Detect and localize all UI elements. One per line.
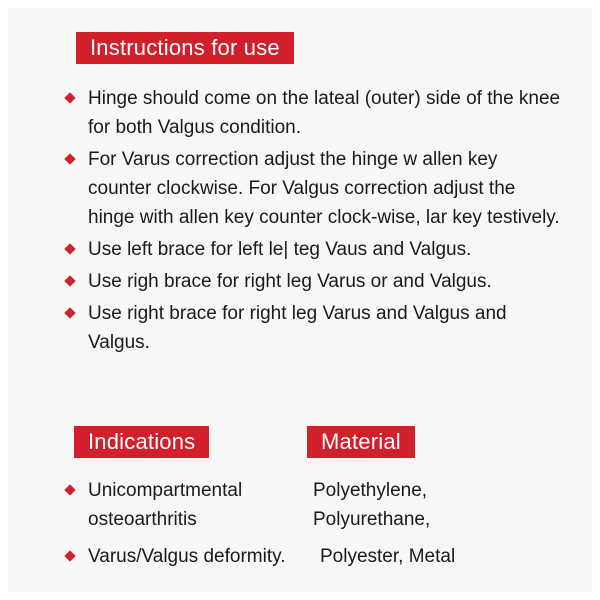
instruction-sheet [8, 8, 592, 592]
instruction-text: For Varus correction adjust the hinge w allen key counter clockwise. For Valgus correction adjust the hinge with allen key counter clock-wise, lar key testively. [88, 149, 560, 228]
indications-list-2 [62, 542, 322, 571]
instruction-text: Hinge should come on the lateal (outer) side of the knee for both Valgus condition. [88, 88, 561, 138]
instruction-text: Use left brace for left le| teg Vaus and Valgus. [88, 239, 472, 260]
material-line: Polyethylene, [313, 480, 428, 501]
instruction-item [62, 84, 562, 142]
diamond-bullet-icon [64, 153, 75, 164]
instructions-header: Instructions for use [76, 32, 294, 64]
diamond-bullet-icon [64, 275, 75, 286]
diamond-bullet-icon [64, 550, 75, 561]
instruction-item [62, 267, 562, 296]
indication-text: Unicompartmental osteoarthritis [88, 480, 243, 530]
diamond-bullet-icon [64, 243, 75, 254]
instructions-list [62, 84, 562, 357]
indication-item [62, 542, 322, 571]
diamond-bullet-icon [64, 307, 75, 318]
material-header: Material [307, 426, 415, 458]
material-line: Polyester, Metal [320, 546, 456, 567]
diamond-bullet-icon [64, 484, 75, 495]
instruction-item [62, 299, 562, 357]
instruction-text: Use righ brace for right leg Varus or and Valgus. [88, 271, 492, 292]
indication-text: Varus/Valgus deformity. [88, 546, 286, 567]
instruction-item [62, 145, 562, 232]
indications-list [62, 476, 292, 534]
material-line: Polyurethane, [313, 509, 431, 530]
diamond-bullet-icon [64, 92, 75, 103]
instruction-text: Use right brace for right leg Varus and Valgus and Valgus. [88, 303, 507, 353]
indications-header: Indications [74, 426, 209, 458]
indication-item [62, 476, 292, 534]
instruction-item [62, 235, 562, 264]
